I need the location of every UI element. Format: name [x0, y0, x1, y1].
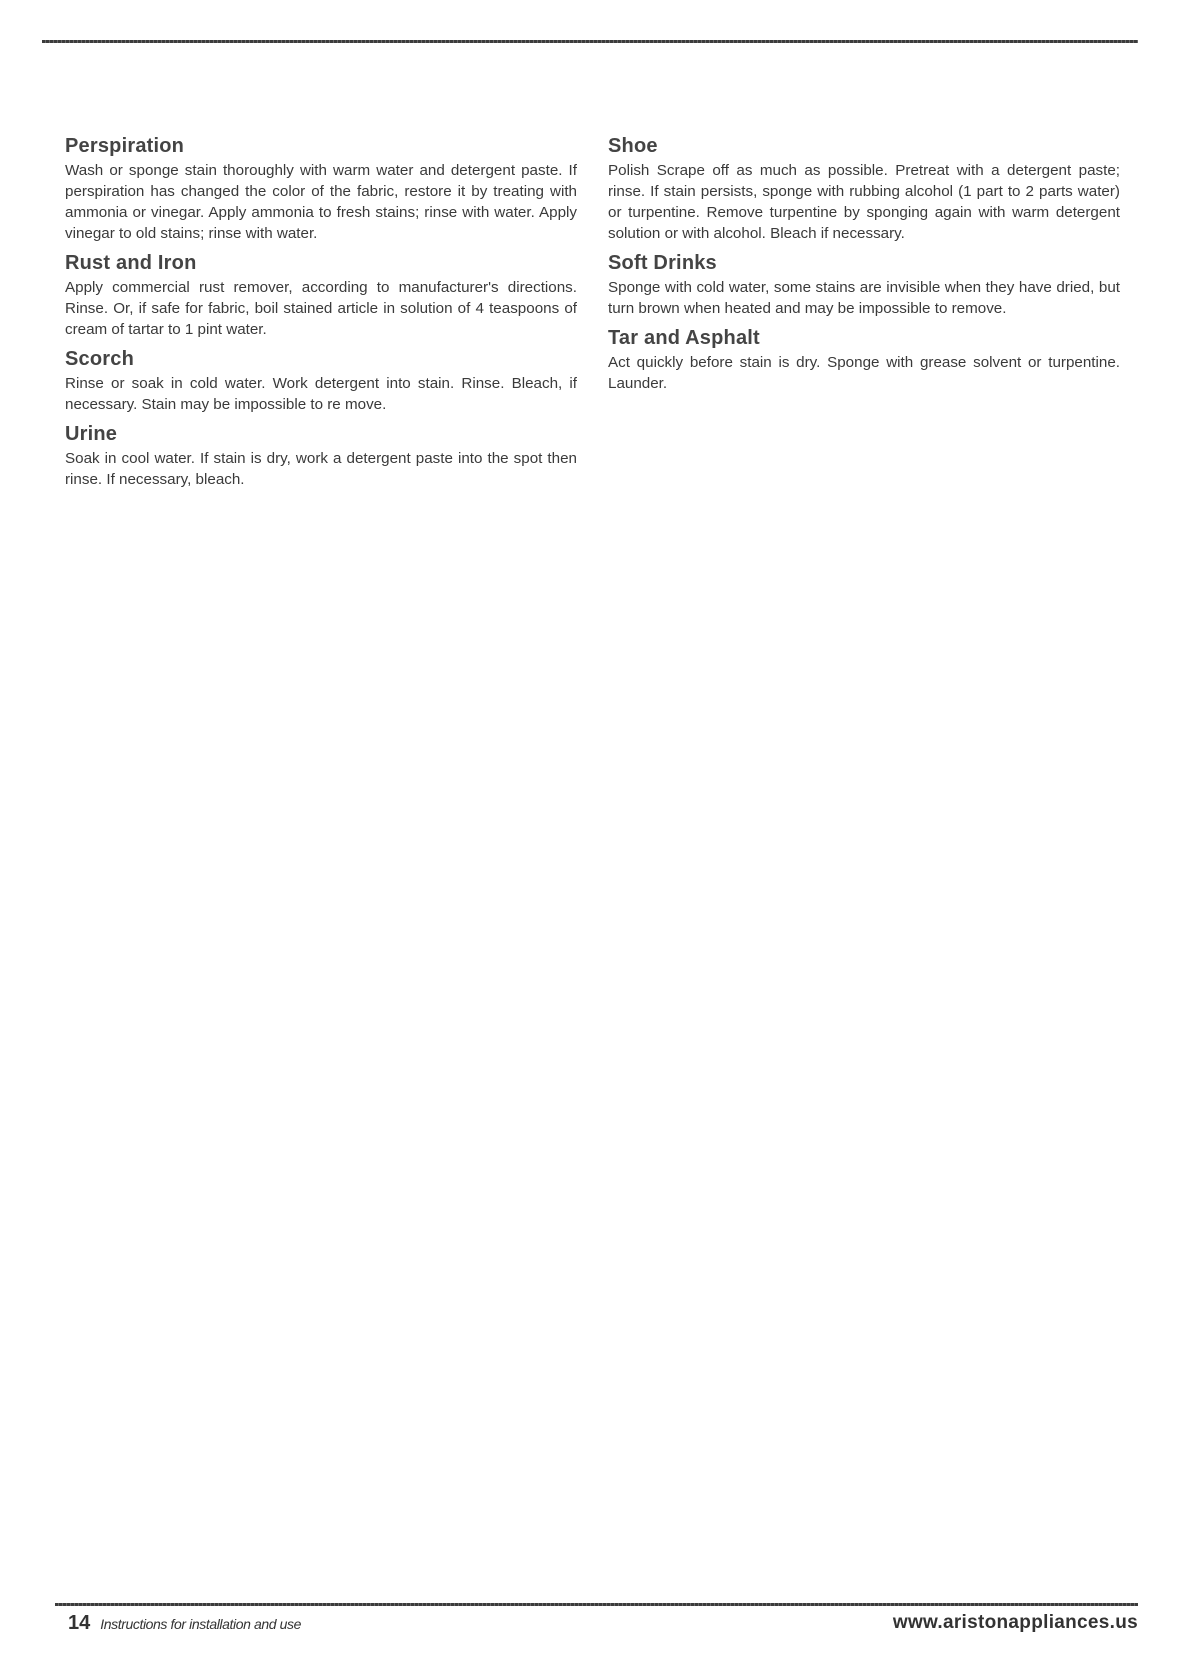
bottom-divider: [55, 1603, 1138, 1606]
section-heading: Perspiration: [65, 135, 185, 157]
section-shoe: [608, 133, 1120, 244]
section-heading: Shoe: [608, 135, 658, 157]
section-heading: Soft Drinks: [608, 252, 717, 274]
section-tar-and-asphalt: [608, 325, 1120, 394]
section-heading: Tar and Asphalt: [608, 327, 760, 349]
section-soft-drinks: [608, 250, 1120, 319]
top-divider: [42, 40, 1138, 43]
section-perspiration: [65, 133, 577, 244]
section-heading: Rust and Iron: [65, 252, 197, 274]
section-body: Rinse or soak in cold water. Work detergent into stain. Rinse. Bleach, if necessary. Stain may be impossible to re move.: [65, 375, 577, 413]
section-body: Polish Scrape off as much as possible. Pretreat with a detergent paste; rinse. If stain persists, sponge with rubbing alcohol (1 part to 2 parts water) or turpentine. Remove turpentine by sponging again with warm detergent solution or with alcohol. Bleach if necessary.: [608, 162, 1120, 242]
section-body: Apply commercial rust remover, according to manufacturer's directions. Rinse. Or, if safe for fabric, boil stained article in solution of 4 teaspoons of cream of tartar to 1 pint water.: [65, 279, 577, 338]
section-urine: [65, 421, 577, 490]
footer-left: [68, 1612, 301, 1642]
page-number: 14: [68, 1612, 91, 1634]
right-column: [608, 133, 1120, 400]
section-body: Wash or sponge stain thoroughly with warm water and detergent paste. If perspiration has changed the color of the fabric, restore it by treating with ammonia or vinegar. Apply ammonia to fresh stains; rinse with water. Apply vinegar to old stains; rinse with water.: [65, 162, 577, 242]
website-url: www.aristonappliances.us: [892, 1612, 1138, 1633]
left-column: [65, 133, 577, 496]
section-heading: Urine: [65, 423, 118, 445]
section-body: Act quickly before stain is dry. Sponge with grease solvent or turpentine. Launder.: [608, 354, 1120, 392]
section-scorch: [65, 346, 577, 415]
section-body: Sponge with cold water, some stains are invisible when they have dried, but turn brown when heated and may be impossible to remove.: [608, 279, 1120, 317]
section-heading: Scorch: [65, 348, 135, 370]
section-body: Soak in cool water. If stain is dry, work a detergent paste into the spot then rinse. If necessary, bleach.: [65, 450, 577, 488]
document-title: Instructions for installation and use: [100, 1616, 302, 1632]
section-rust-and-iron: [65, 250, 577, 340]
